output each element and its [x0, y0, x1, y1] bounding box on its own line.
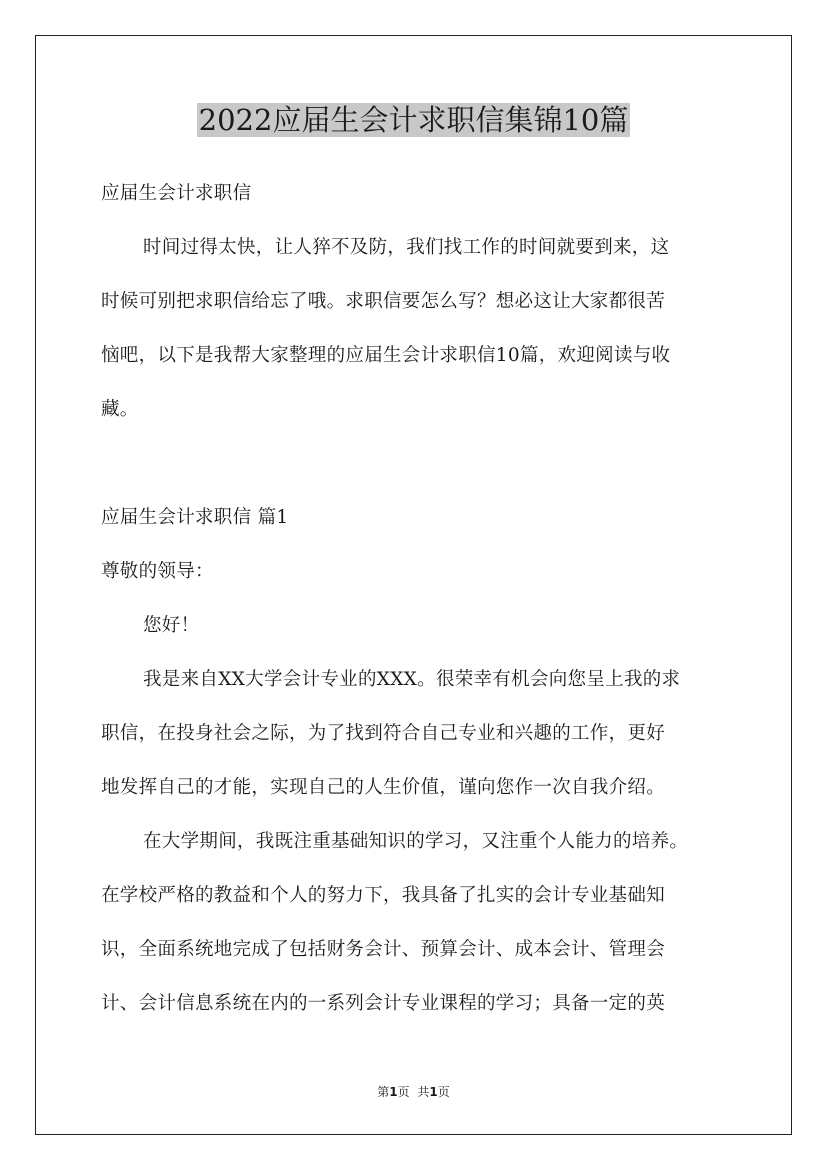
paragraph2-line-1: 在大学期间，我既注重基础知识的学习，又注重个人能力的培养。: [143, 831, 689, 852]
intro-line-2: 时候可别把求职信给忘了哦。求职信要怎么写？想必这让大家都很苦: [101, 291, 666, 312]
section-heading: 应届生会计求职信 篇1: [101, 507, 289, 528]
page-footer: [0, 1083, 827, 1101]
total-unit: 页: [437, 1085, 450, 1099]
greeting: 您好！: [143, 615, 200, 636]
salutation: 尊敬的领导：: [101, 561, 214, 582]
paragraph1-line-2: 职信，在投身社会之际，为了找到符合自己专业和兴趣的工作，更好: [101, 723, 666, 744]
page-current: 1: [389, 1085, 398, 1099]
page-unit: 页: [397, 1085, 410, 1099]
paragraph2-line-4: 计、会计信息系统在内的一系列会计专业课程的学习；具备一定的英: [101, 993, 666, 1014]
intro-line-3: 恼吧，以下是我帮大家整理的应届生会计求职信10篇，欢迎阅读与收: [101, 345, 671, 366]
intro-line-1: 时间过得太快，让人猝不及防，我们找工作的时间就要到来，这: [143, 237, 670, 258]
intro-line-4: 藏。: [101, 399, 139, 420]
page-total: 1: [429, 1085, 438, 1099]
total-prefix: 共: [417, 1085, 430, 1099]
document-subtitle: 应届生会计求职信: [101, 183, 252, 204]
paragraph1-line-3: 地发挥自己的才能，实现自己的人生价值，谨向您作一次自我介绍。: [101, 777, 666, 798]
paragraph2-line-2: 在学校严格的教益和个人的努力下，我具备了扎实的会计专业基础知: [101, 885, 666, 906]
paragraph2-line-3: 识，全面系统地完成了包括财务会计、预算会计、成本会计、管理会: [101, 939, 666, 960]
document-title-text: 2022应届生会计求职信集锦10篇: [198, 103, 629, 137]
document-title: [0, 100, 827, 140]
paragraph1-line-1: 我是来自XX大学会计专业的XXX。很荣幸有机会向您呈上我的求: [143, 669, 681, 690]
page-prefix: 第: [377, 1085, 390, 1099]
